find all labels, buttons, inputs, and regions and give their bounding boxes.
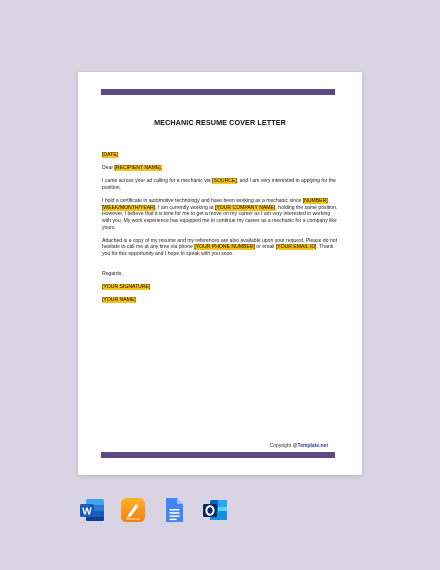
top-accent-bar [101,89,335,95]
since-placeholder: [NUMBER] [WEEK/MONTH/YEAR] [102,198,328,211]
name-line [102,297,338,304]
copyright-prefix: Copyright @ [269,443,298,449]
svg-text:W: W [82,506,92,518]
recipient-placeholder: [RECIPIENT NAME], [114,165,162,172]
app-format-icons [78,496,229,524]
closing-line: Regards, [102,270,123,277]
signature-placeholder: [YOUR SIGNATURE] [102,283,151,290]
copyright-notice [270,443,328,449]
p2-text-c: , holding the same position. However, I believe that it is time for me to get a move on my career as I am very interested in working with you. My work experience has equipped me to continue my career as a mechanic for a company like yours. [102,204,338,231]
outlook-icon[interactable] [201,496,229,524]
paragraph-2 [102,198,338,231]
p2-text-a: I hold a certificate in automotive technology and have been working as a mechanic since [102,198,303,205]
copyright-link[interactable]: Template.net [297,443,328,449]
bottom-accent-bar [101,452,335,458]
p1-text-b: , and I am very interested in applying for the position. [102,178,336,191]
signature-line [102,284,338,291]
date-placeholder: [DATE] [102,152,119,158]
email-placeholder: [YOUR EMAIL ID] [275,244,317,251]
greeting-line [102,165,338,172]
google-docs-icon[interactable] [160,496,188,524]
name-placeholder: [YOUR NAME] [102,296,136,303]
letter-title: MECHANIC RESUME COVER LETTER [154,118,286,127]
p3-text-b: or email [254,244,276,251]
phone-placeholder: [YOUR PHONE NUMBER] [194,244,255,251]
letter-page [78,72,362,475]
paragraph-3 [102,238,338,258]
p3-text-a: Attached is a copy of my resume and my references are also available upon your request. Please do not hesitate to call me at any time via phone [102,237,338,251]
word-icon[interactable] [78,496,106,524]
p1-text-a: I came across your ad calling for a mechanic via [102,178,213,185]
company-placeholder: [YOUR COMPANY NAME] [214,204,276,211]
p3-text-c: . Thank you for this opportunity and I hope to speak with you soon. [102,244,334,257]
p2-text-b: . I am currently working at [155,204,215,211]
paragraph-1 [102,178,338,191]
greeting-prefix: Dear [102,165,115,172]
pages-icon[interactable] [119,496,147,524]
source-placeholder: [SOURCE] [212,178,237,185]
date-line [102,152,338,159]
letter-body [102,152,338,310]
